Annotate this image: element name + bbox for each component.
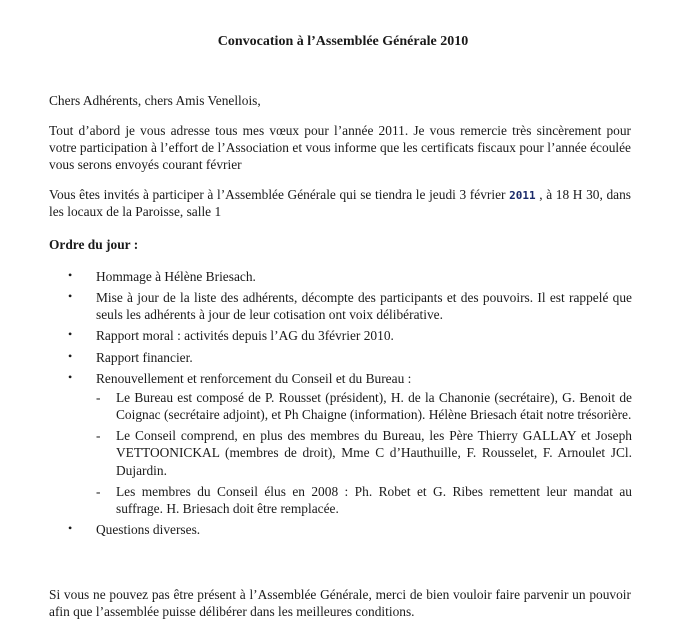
- agenda-item-text: Mise à jour de la liste des adhérents, décompte des participants et des pouvoirs. Il est rappelé que seuls les adhérents à jour de leur cotisation ont voix délibérative.: [96, 290, 632, 323]
- greeting: Chers Adhérents, chers Amis Venellois,: [49, 93, 261, 108]
- agenda-item: [0, 268, 632, 285]
- agenda-item: [0, 349, 632, 366]
- sub-item: [0, 389, 632, 423]
- sub-item-text: Le Conseil comprend, en plus des membres du Bureau, les Père Thierry GALLAY et Joseph VETTOONICKAL (membres de droit), Mme C d’Hauthuille, F. Rousselet, F. Arnoulet JCl. Dujardin.: [116, 428, 632, 478]
- agenda-item: [0, 370, 632, 387]
- sub-item-text: Les membres du Conseil élus en 2008 : Ph. Robet et G. Ribes remettent leur mandat au suffrage. H. Briesach doit être remplacée.: [116, 483, 632, 516]
- dash-icon: -: [96, 483, 101, 499]
- bullet-icon: •: [68, 289, 73, 304]
- invitation-paragraph: [49, 186, 631, 220]
- agenda-item: [0, 289, 632, 323]
- invitation-text-end: , à 18 H 30, dans les locaux de la Paroisse, salle 1: [49, 187, 631, 220]
- intro-paragraph: Tout d’abord je vous adresse tous mes vœux pour l’année 2011. Je vous remercie très sincèrement pour votre participation à l’effort de l’Association et vous informe que les certificats fiscaux pour l’année écoulée vous serons envoyés courant février: [49, 123, 631, 173]
- bullet-icon: •: [68, 348, 73, 363]
- agenda-item-text: Rapport moral : activités depuis l’AG du 3février 2010.: [96, 328, 394, 344]
- bullet-icon: •: [68, 268, 73, 282]
- agenda-heading: Ordre du jour :: [49, 237, 139, 252]
- agenda-item-text: Renouvellement et renforcement du Conseil et du Bureau :: [96, 370, 412, 386]
- bullet-icon: •: [68, 369, 73, 384]
- agenda-item: [0, 521, 632, 538]
- agenda-item: [0, 327, 632, 344]
- document-title: Convocation à l’Assemblée Générale 2010: [217, 34, 469, 49]
- year-annotation: 2011: [509, 189, 536, 202]
- sub-item: [0, 427, 632, 478]
- bullet-icon: •: [68, 327, 73, 342]
- agenda-item-text: Rapport financier.: [96, 349, 193, 365]
- invitation-text-start: Vous êtes invités à participer à l’Assemblée Générale qui se tiendra le jeudi 3 février: [49, 187, 510, 202]
- sub-item: [0, 483, 632, 517]
- dash-icon: -: [96, 389, 101, 405]
- closing-paragraph: Si vous ne pouvez pas être présent à l’Assemblée Générale, merci de bien vouloir faire parvenir un pouvoir afin que l’assemblée puisse délibérer dans les meilleures conditions.: [49, 587, 631, 620]
- agenda-list: [0, 268, 686, 542]
- sub-item-text: Le Bureau est composé de P. Rousset (président), H. de la Chanonie (secrétaire), G. Benoit de Coignac (secrétaire adjoint), et Ph Chaigne (information). Hélène Briesach était notre trésorière.: [116, 389, 632, 423]
- agenda-item-text: Hommage à Hélène Briesach.: [96, 269, 256, 284]
- agenda-item-text: Questions diverses.: [96, 522, 201, 538]
- dash-icon: -: [96, 428, 101, 444]
- bullet-icon: •: [68, 521, 73, 536]
